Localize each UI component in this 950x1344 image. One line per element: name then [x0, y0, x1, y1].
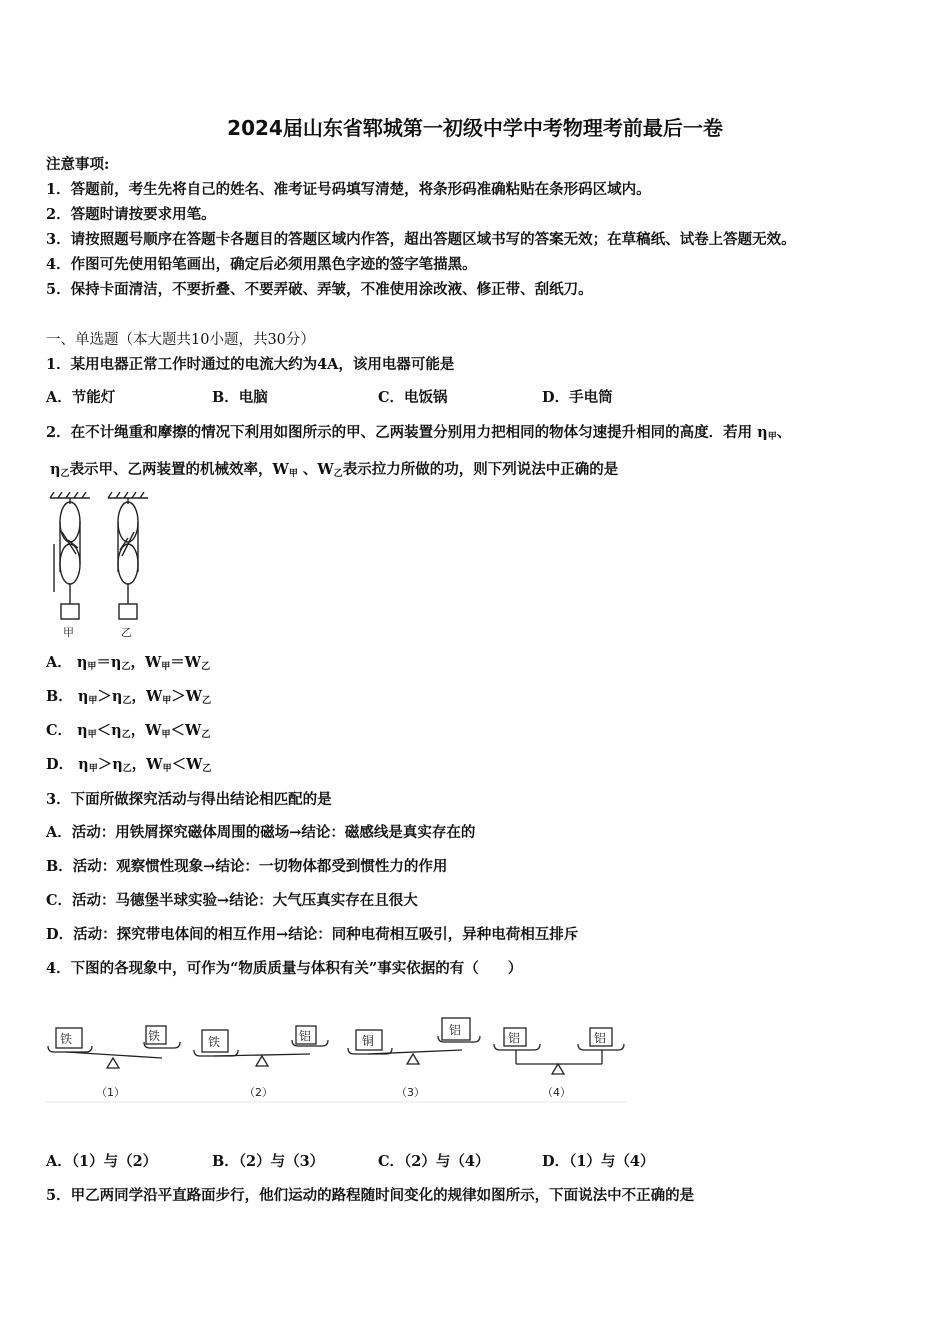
block-label: 铁 — [208, 1035, 221, 1049]
notice-heading: 注意事项: — [46, 156, 110, 173]
block-label: 铝 — [299, 1029, 312, 1043]
question-3-option-c: C．活动：马德堡半球实验→结论：大气压真实存在且很大 — [46, 892, 418, 909]
balance-caption: （1） — [96, 1086, 125, 1099]
block-label: 铁 — [148, 1029, 161, 1043]
question-2-option-d: D． $\eta_甲>\eta_乙$，$W_甲<W_乙$ — [46, 756, 212, 774]
question-3-option-b: B．活动：观察惯性现象→结论：一切物体都受到惯性力的作用 — [46, 858, 448, 875]
figure-label-jia: 甲 — [63, 626, 74, 639]
movable-pulley — [118, 544, 138, 584]
block-label: 铝 — [449, 1023, 462, 1037]
fixed-pulley — [60, 502, 80, 542]
fixed-pulley — [118, 502, 138, 542]
notice-item: 5．保持卡面清洁，不要折叠、不要弄破、弄皱，不准使用涂改液、修正带、刮纸刀。 — [46, 281, 593, 298]
question-3-stem: 3．下面所做探究活动与得出结论相匹配的是 — [46, 791, 332, 808]
option-d: D．（1）与（4） — [542, 1153, 655, 1170]
balance-caption: （3） — [396, 1086, 425, 1099]
question-2-option-a: A． $\eta_甲=\eta_乙$，$W_甲=W_乙$ — [46, 654, 211, 672]
question-4-stem: 4．下图的各现象中，可作为“物质质量与体积有关”事实依据的有（ ） — [46, 960, 523, 977]
load-block — [61, 604, 79, 619]
load-block — [119, 604, 137, 619]
balance-figure — [46, 1016, 636, 1106]
figure-label-yi: 乙 — [121, 626, 132, 639]
block-label: 铝 — [508, 1031, 521, 1045]
question-2-stem-line2: $\eta_乙$表示甲、乙两装置的机械效率，$W_甲$ 、$W_乙$表示拉力所做的功，则下列说法中正确的是 — [50, 461, 619, 479]
option-d: D．手电筒 — [542, 389, 613, 406]
option-b: B．电脑 — [212, 389, 268, 406]
block-label: 铁 — [60, 1032, 73, 1046]
question-2-option-c: C． $\eta_甲<\eta_乙$，$W_甲<W_乙$ — [46, 722, 211, 740]
page-title: 2024届山东省郓城第一初级中学中考物理考前最后一卷 — [227, 116, 723, 140]
option-a: A．（1）与（2） — [46, 1153, 158, 1170]
notice-item: 1．答题前，考生先将自己的姓名、准考证号码填写清楚，将条形码准确粘贴在条形码区域内。 — [46, 181, 651, 198]
balance-caption: （2） — [244, 1086, 273, 1099]
option-c: C．电饭锅 — [378, 389, 448, 406]
question-5-stem: 5．甲乙两同学沿平直路面步行，他们运动的路程随时间变化的规律如图所示，下面说法中不正确的是 — [46, 1187, 695, 1204]
block-label: 铝 — [594, 1031, 607, 1045]
question-1-stem: 1．某用电器正常工作时通过的电流大约为4A，该用电器可能是 — [46, 356, 455, 373]
section-heading: 一、单选题（本大题共10小题，共30分） — [46, 332, 315, 348]
question-3-option-d: D．活动：探究带电体间的相互作用→结论：同种电荷相互吸引，异种电荷相互排斥 — [46, 926, 579, 943]
pulley-figure — [48, 492, 158, 640]
question-3-option-a: A．活动：用铁屑探究磁体周围的磁场→结论：磁感线是真实存在的 — [46, 824, 476, 841]
notice-item: 3．请按照题号顺序在答题卡各题目的答题区域内作答，超出答题区域书写的答案无效；在草稿纸、试卷上答题无效。 — [46, 231, 796, 248]
block-label: 铜 — [362, 1034, 375, 1048]
option-c: C．（2）与（4） — [378, 1153, 490, 1170]
question-2-stem-line1: 2．在不计绳重和摩擦的情况下利用如图所示的甲、乙两装置分别用力把相同的物体匀速提升相同的高度．若用 $\eta_甲$、 — [46, 424, 792, 442]
question-2-option-b: B． $\eta_甲>\eta_乙$，$W_甲>W_乙$ — [46, 688, 212, 706]
notice-item: 2．答题时请按要求用笔。 — [46, 206, 216, 223]
option-a: A．节能灯 — [46, 389, 116, 406]
notice-item: 4．作图可先使用铅笔画出，确定后必须用黑色字迹的签字笔描黑。 — [46, 256, 477, 273]
option-b: B．（2）与（3） — [212, 1153, 325, 1170]
balance-caption: （4） — [542, 1086, 571, 1099]
movable-pulley — [60, 544, 80, 584]
